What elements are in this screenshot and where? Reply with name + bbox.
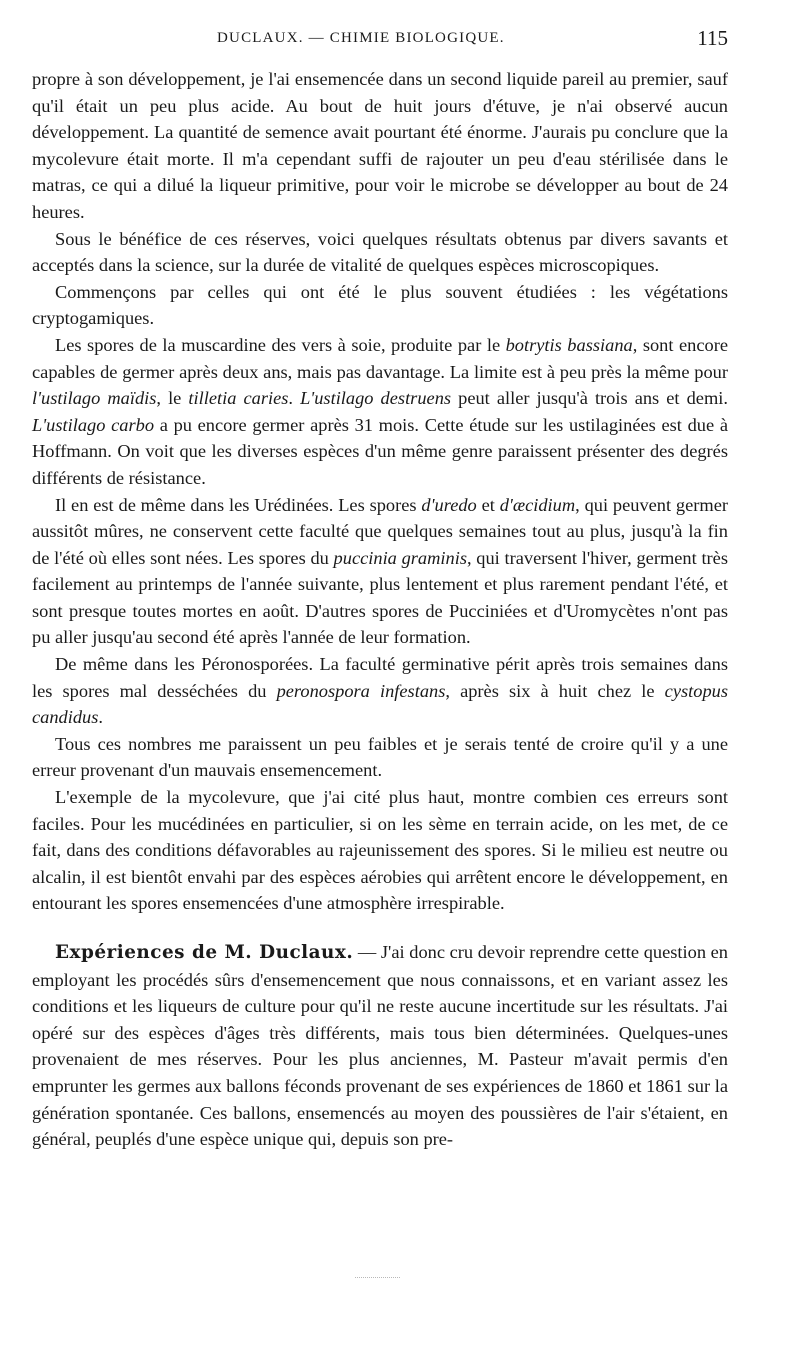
text-run: , qui traversent l'hiver, germent très facilement au printemps de l'année suivante, plus lentement et plus rarement pendant l'été, et sont presque toutes mortes en août. D'autres spores de Pucciniées et d'Uromycètes n'ont pas pu aller jusqu'au second été après l'année de leur formation. [32,547,728,648]
text-run: Il en est de même dans les Urédinées. Les spores [55,494,422,515]
text-run: , le [156,388,189,409]
species-name: l'ustilago maïdis [32,388,157,409]
text-run: De même dans les Péronosporées. La faculté germinative périt après trois semaines dans les spores mal desséchées du [32,654,728,701]
species-name: L'ustilago destruens [300,388,452,409]
page-header [0,26,800,56]
species-name: tilletia caries [188,388,289,409]
text-run: , après six à huit chez le [445,680,665,701]
text-run: Commençons par celles qui ont été le plus souvent étudiées : les végétations cryptogamiques. [32,281,728,329]
page-number: 115 [697,26,728,50]
footer-rule [355,1277,400,1279]
text-run: et [476,494,500,515]
text-run: L'exemple de la mycolevure, que j'ai cité plus haut, montre combien ces erreurs sont faciles. Pour les mucédinées en particulier, si on les sème en terrain acide, on les met, de ce fait, dans des conditions défavorables au rajeunissement des spores. Si le milieu est neutre ou alcalin, il est bientôt envahi par des espèces aérobies qui arrêtent encore le développement, en entourant les spores ensemencées d'une atmosphère irrespirable. [32,787,728,914]
text-run: , sont encore capables de germer après deux ans, mais pas davantage. La limite est à peu près la même pour [32,334,728,382]
species-name: cystopus candidus [32,680,728,728]
text-run: a pu encore germer après 31 mois. Cette étude sur les ustilaginées est due à Hoffmann. On voit que les diverses espèces d'un même genre paraissent présenter des degrés différents de résistance. [32,414,728,488]
body-text [32,66,728,1153]
species-name: botrytis bassiana [505,334,633,355]
paragraph [32,939,728,1153]
paragraph [32,492,728,652]
species-name: d'æcidium [499,494,576,515]
text-run: , qui peuvent germer aussitôt mûres, ne conservent cette faculté que quelques semaines tout au plus, jusqu'à la fin de l'été où elles sont nées. Les spores du [32,494,729,568]
species-name: L'ustilago carbo [32,414,155,435]
species-name: puccinia graminis [333,547,467,568]
paragraph [32,651,728,731]
paragraph [32,784,728,917]
text-run: — J'ai donc cru devoir reprendre cette question en employant les procédés sûrs d'ensemencement que nous connaissons, et en variant assez les conditions et les liqueurs de culture pour qu'il ne reste aucune incertitude sur les résultats. J'ai opéré sur des espèces d'âges très différents, mais tous bien déterminées. Quelques-unes provenaient de mes réserves. Pour les plus anciennes, M. Pasteur m'avait permis d'en emprunter les germes aux ballons féconds provenant de ses expériences de 1860 et 1861 sur la génération spontanée. Ces ballons, ensemencés au moyen des poussières de l'air s'étaient, en général, peuplés d'une espèce unique qui, depuis son pre- [32,942,728,1150]
paragraph [32,226,728,279]
section-heading: Expériences de M. Duclaux. [55,942,354,963]
species-name: d'uredo [421,494,477,515]
text-run: propre à son développement, je l'ai ensemencée dans un second liquide pareil au premier, sauf qu'il était un peu plus acide. Au bout de huit jours d'étuve, je n'ai observé aucun développement. La quantité de semence avait pourtant été énorme. J'aurais pu conclure que la mycolevure était morte. Il m'a cependant suffi de rajouter un peu d'eau stérilisée dans le matras, ce qui a dilué la liqueur primitive, pour voir le microbe se développer au bout de 24 heures. [32,69,728,222]
text-run: Tous ces nombres me paraissent un peu faibles et je serais tenté de croire qu'il y a une erreur provenant d'un mauvais ensemencement. [32,733,728,781]
paragraph [32,731,728,784]
text-run: Les spores de la muscardine des vers à soie, produite par le [55,334,506,355]
paragraph [32,66,728,226]
text-run: peut aller jusqu'à trois ans et demi. [451,388,728,409]
species-name: peronospora infestans [276,680,446,701]
running-head: DUCLAUX. — CHIMIE BIOLOGIQUE. [217,30,505,46]
text-run: . [288,388,301,409]
text-run: Sous le bénéfice de ces réserves, voici quelques résultats obtenus par divers savants et acceptés dans la science, sur la durée de vitalité de quelques espèces microscopiques. [32,228,728,276]
text-run: . [98,707,104,728]
paragraph [32,279,728,332]
paragraph [32,332,728,492]
